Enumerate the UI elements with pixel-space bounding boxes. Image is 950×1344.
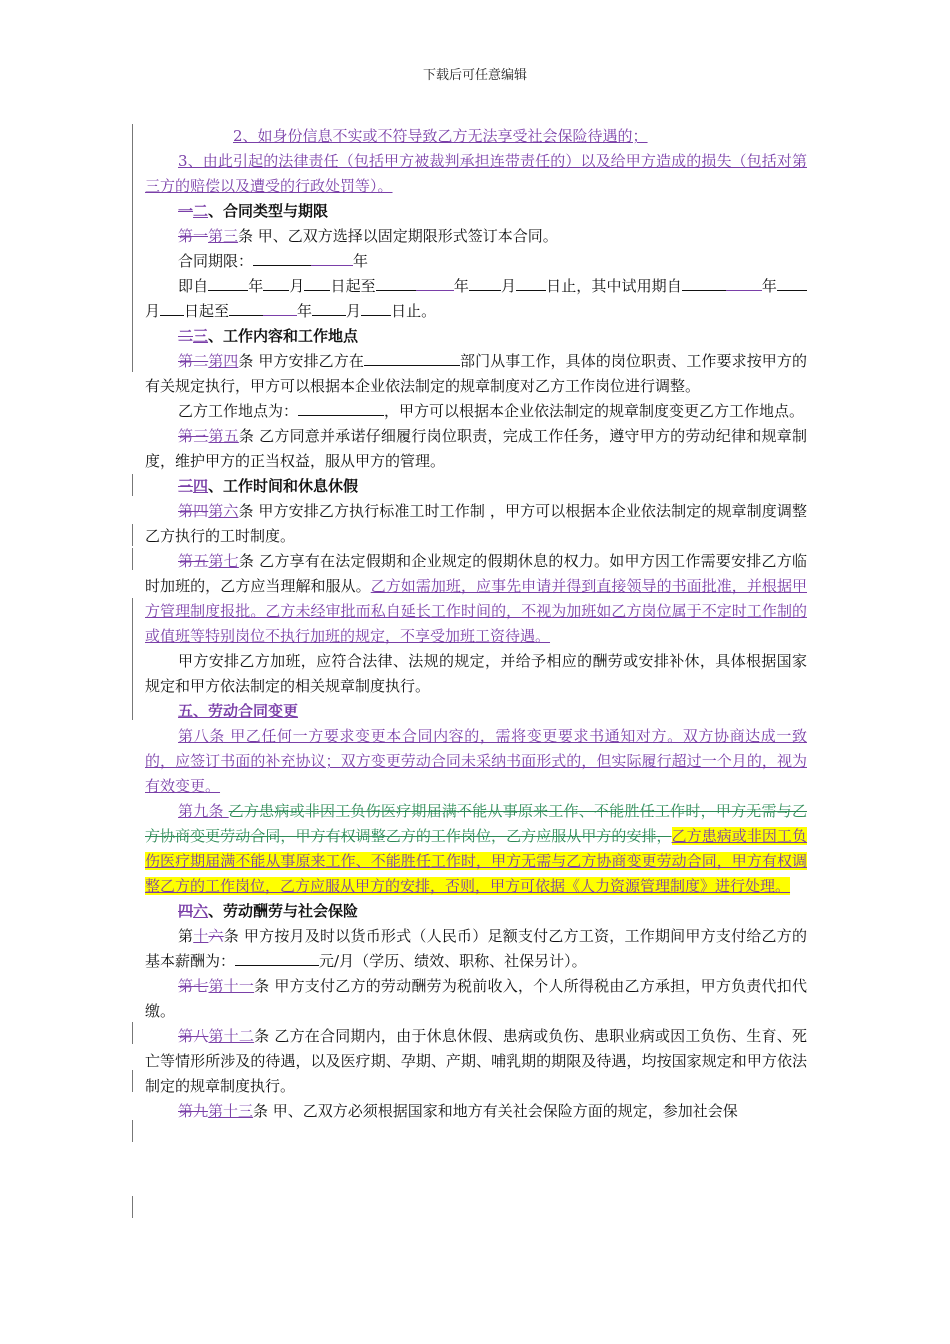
change-bar	[132, 1022, 133, 1044]
contract-term: 合同期限： 年	[145, 249, 807, 274]
change-bar	[132, 1120, 133, 1142]
section-heading-2: 一二、合同类型与期限	[178, 202, 329, 220]
article-11: 第七第十一条 甲方支付乙方的劳动酬劳为税前收入，个人所得税由乙方承担，甲方负责代扣代缴。	[145, 977, 807, 1020]
work-location: 乙方工作地点为： ，甲方可以根据本企业依法制定的规章制度变更乙方工作地点。	[145, 399, 807, 424]
change-bar	[132, 524, 133, 546]
change-bar	[132, 124, 133, 372]
page-header: 下载后可任意编辑	[422, 68, 527, 83]
article-5: 第三第五条 乙方同意并承诺仔细履行岗位职责，完成工作任务，遵守甲方的劳动纪律和规章制度，维护甲方的正当权益，服从甲方的管理。	[145, 427, 807, 470]
article-4: 第二第四条 甲方安排乙方在 部门从事工作，具体的岗位职责、工作要求按甲方的有关规定执行，甲方可以根据本企业依法制定的规章制度对乙方工作岗位进行调整。	[145, 349, 807, 399]
article-10: 第十六条 甲方按月及时以货币形式（人民币）足额支付乙方工资，工作期间甲方支付给乙方的基本薪酬为： 元/月（学历、绩效、职称、社保另计）。	[145, 927, 807, 970]
contract-dates: 即自 年 月 日起至 年 月 日止，其中试用期自 年月 日起至 年 月 日止。	[145, 274, 807, 324]
article-7-overtime: 甲方安排乙方加班，应符合法律、法规的规定，并给予相应的酬劳或安排补休，具体根据国家规定和甲方依法制定的相关规章制度执行。	[145, 652, 807, 695]
change-bar	[132, 350, 133, 372]
inserted-line-1: 2、如身份信息不实或不符导致乙方无法享受社会保险待遇的；	[233, 127, 648, 145]
article-8: 第八条 甲乙任何一方要求变更本合同内容的，需将变更要求书通知对方。双方协商达成一致的，应签订书面的补充协议；双方变更劳动合同未采纳书面形式的，但实际履行超过一个月的，视为有效变更。	[145, 727, 807, 795]
article-12: 第八第十二条 乙方在合同期内，由于休息休假、患病或负伤、患职业病或因工负伤、生育、死亡等情形所涉及的待遇，以及医疗期、孕期、产期、哺乳期的期限及待遇，均按国家规定和甲方依法制定的规章制度执行。	[145, 1027, 807, 1095]
change-bar	[132, 598, 133, 720]
article-13: 第九第十三条 甲、乙双方必须根据国家和地方有关社会保险方面的规定，参加社会保	[178, 1102, 738, 1120]
change-bar	[132, 548, 133, 570]
change-bar	[132, 1070, 133, 1092]
section-heading-3: 二三、工作内容和工作地点	[178, 327, 359, 345]
article-9: 第九条 乙方患病或非因工负伤医疗期届满不能从事原来工作、不能胜任工作时，甲方无需与乙方协商变更劳动合同，甲方有权调整乙方的工作岗位，乙方应服从甲方的安排，乙方患病或非因工负伤医疗期届满不能从事原来工作、不能胜任工作时，甲方无需与乙方协商变更劳动合同，甲方有权调整乙方的工作岗位，乙方应服从甲方的安排，否则，甲方可依据《人力资源管理制度》进行处理。	[145, 802, 807, 895]
section-heading-6: 四六、劳动酬劳与社会保险	[178, 902, 359, 920]
change-bar	[132, 1196, 133, 1218]
article-6: 第四第六条 甲方安排乙方执行标准工时工作制 ，甲方可以根据本企业依法制定的规章制度调整乙方执行的工时制度。	[145, 502, 807, 545]
section-heading-4: 三四、工作时间和休息休假	[178, 477, 359, 495]
change-bar	[132, 474, 133, 496]
article-7: 第五第七条 乙方享有在法定假期和企业规定的假期休息的权力。如甲方因工作需要安排乙方临时加班的，乙方应当理解和服从。乙方如需加班，应事先申请并得到直接领导的书面批准，并根据甲方管理制度报批。乙方未经审批而私自延长工作时间的，不视为加班如乙方岗位属于不定时工作制的或值班等特别岗位不执行加班的规定，不享受加班工资待遇。	[145, 552, 807, 645]
article-3: 第一第三条 甲、乙双方选择以固定期限形式签订本合同。	[178, 227, 558, 245]
inserted-line-2: 3、由此引起的法律责任（包括甲方被裁判承担连带责任的）以及给甲方造成的损失（包括对第三方的赔偿以及遭受的行政处罚等）。	[145, 152, 807, 195]
section-heading-5: 五、劳动合同变更	[178, 702, 299, 720]
document-body	[145, 124, 807, 1124]
